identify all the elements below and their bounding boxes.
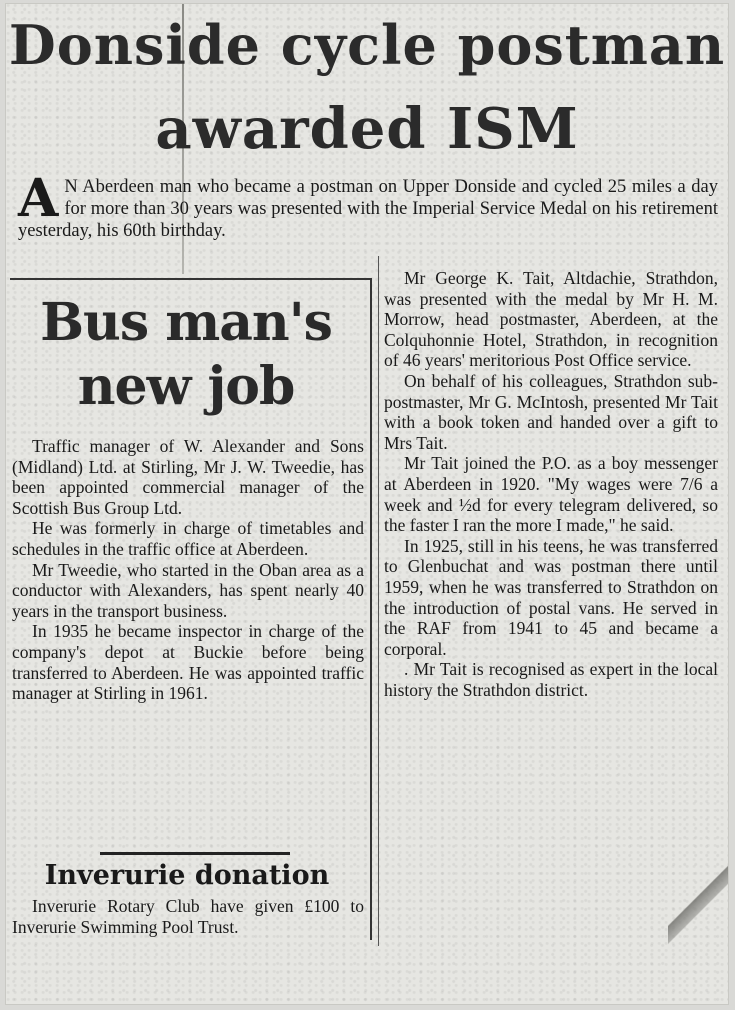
donation-paragraph: Inverurie Rotary Club have given £100 to Inverurie Swimming Pool Trust.: [12, 896, 364, 937]
newspaper-clipping: [6, 4, 728, 1004]
box-headline-line1: Bus man's: [40, 292, 332, 353]
postman-paragraph: On behalf of his colleagues, Strathdon sub-postmaster, Mr G. McIntosh, presented Mr Tait with a book token and handed over a gift to Mrs Tait.: [384, 370, 718, 453]
bus-paragraph: In 1935 he became inspector in charge of the company's depot at Buckie before being transferred to Aberdeen. He was appointed traffic manager at Stirling in 1961.: [12, 621, 364, 704]
lead-text: N Aberdeen man who became a postman on Upper Donside and cycled 25 miles a day for more than 30 years was presented with the Imperial Service Medal on his retirement yesterday, his 60th birthday.: [18, 177, 718, 241]
donation-headline: Inverurie donation: [44, 860, 330, 891]
bus-story-body: [12, 436, 364, 704]
lead-paragraph: [18, 168, 718, 242]
main-headline-line2: awarded ISM: [155, 96, 579, 162]
postman-paragraph: Mr George K. Tait, Altdachie, Strathdon, was presented with the medal by Mr H. M. Morrow, head postmaster, Aberdeen, at the Colquhonnie Hotel, Strathdon, in recognition of 46 years' meritorious Post Office service.: [384, 268, 718, 371]
bus-paragraph: Mr Tweedie, who started in the Oban area as a conductor with Alexanders, has spent nearly 40 years in the transport business.: [12, 559, 364, 621]
bus-paragraph: Traffic manager of W. Alexander and Sons (Midland) Ltd. at Stirling, Mr J. W. Tweedie, has been appointed commercial manager of the Scottish Bus Group Ltd.: [12, 436, 364, 518]
donation-rule: [100, 852, 290, 855]
postman-paragraph: . Mr Tait is recognised as expert in the local history the Strathdon district.: [384, 659, 718, 700]
donation-body: [12, 896, 364, 937]
postman-paragraph: In 1925, still in his teens, he was transferred to Glenbuchat and was postman there until 1959, when he was transferred to Strathdon on the introduction of postal vans. He served in the RAF from 1941 to 45 and became a corporal.: [384, 535, 718, 659]
drop-cap: A: [18, 168, 59, 229]
column-rule: [378, 256, 379, 946]
main-headline-line1: Donside cycle postman: [8, 13, 726, 77]
box-headline-line2: new job: [77, 356, 295, 417]
postman-paragraph: Mr Tait joined the P.O. as a boy messenger at Aberdeen in 1920. "My wages were 7/6 a week and ½d for every telegram delivered, so the faster I ran the more I made," he said.: [384, 453, 718, 536]
bus-paragraph: He was formerly in charge of timetables and schedules in the traffic office at Aberdeen.: [12, 518, 364, 559]
torn-corner: [668, 844, 728, 964]
postman-story-body: [384, 268, 718, 700]
